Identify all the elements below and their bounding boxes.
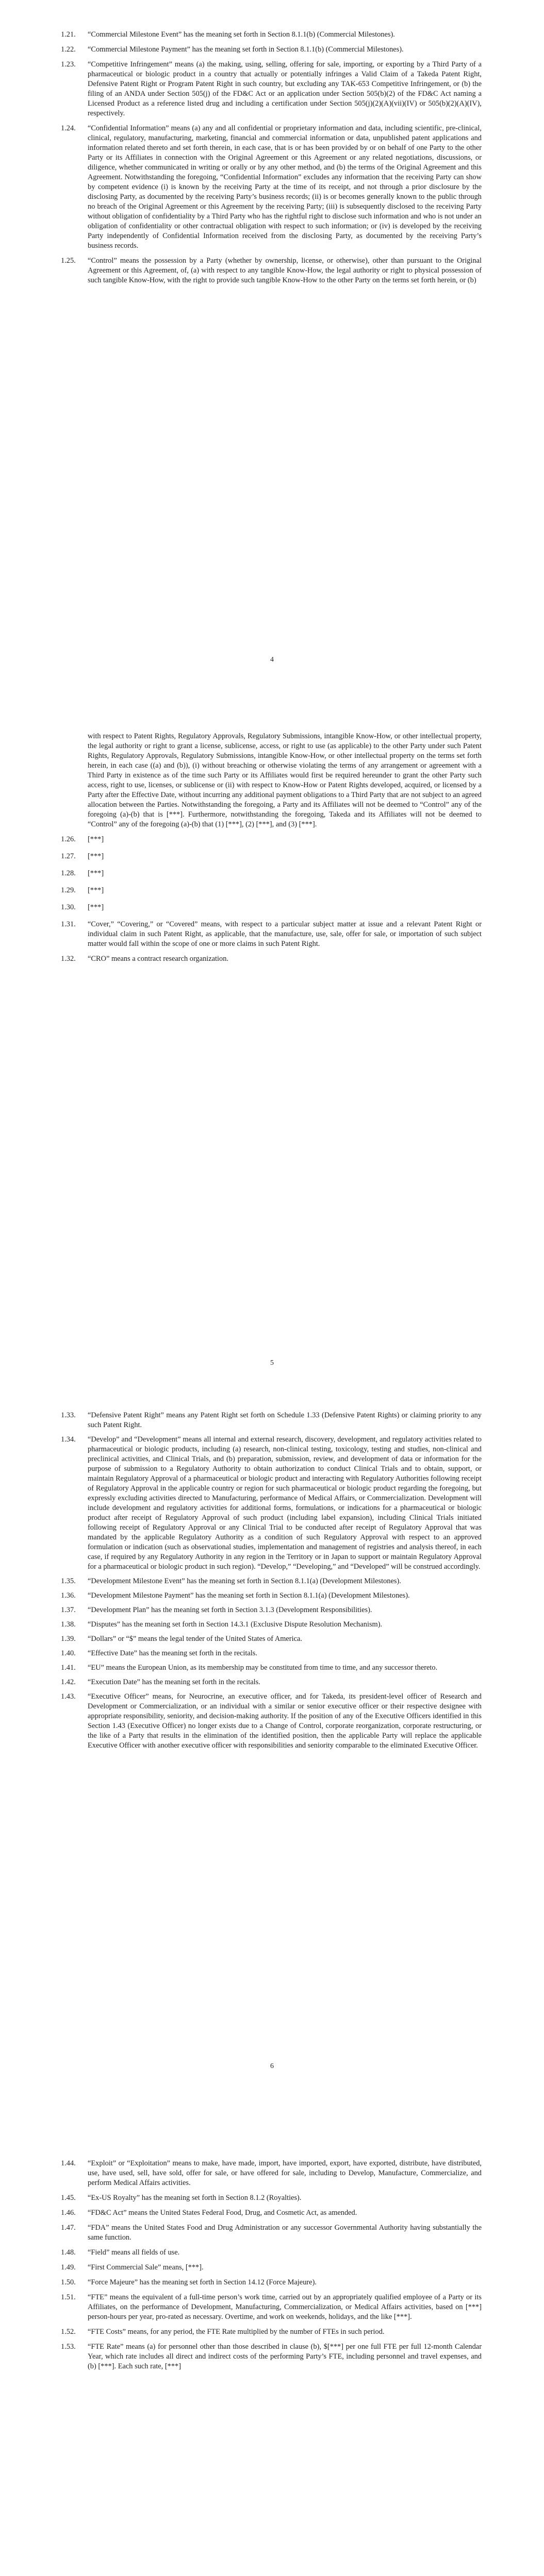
- section-number: 1.28.: [61, 869, 76, 877]
- definition-text: “Development Milestone Event” has the meaning set forth in Section 8.1.1(a) (Development Milestones).: [88, 1577, 401, 1585]
- definition-item: [61, 920, 482, 949]
- definition-text: [***]: [88, 903, 104, 911]
- definition-item: [61, 256, 482, 285]
- definition-text: “EU” means the European Union, as its membership may be constituted from time to time, and any successor thereto.: [88, 1664, 438, 1672]
- definition-text: “Commercial Milestone Payment” has the meaning set forth in Section 8.1.1(b) (Commercial Milestones).: [88, 45, 404, 54]
- definition-text: “Effective Date” has the meaning set forth in the recitals.: [88, 1649, 257, 1657]
- definition-text: [***]: [88, 886, 104, 894]
- definition-text: “FTE Rate” means (a) for personnel other than those described in clause (b), $[***] per one full FTE per full 12-month Calendar Year, which rate includes all direct and indirect costs of the performing Party’s FTE, including personnel and travel expenses, and (b) [***]. Each such rate, [***]: [88, 2343, 482, 2370]
- definition-item: [61, 2193, 482, 2203]
- section-number: 1.35.: [61, 1577, 76, 1585]
- section-number: 1.53.: [61, 2343, 76, 2351]
- section-number: 1.37.: [61, 1606, 76, 1614]
- section-number: 1.30.: [61, 903, 76, 911]
- section-number: 1.26.: [61, 835, 76, 843]
- definition-text: [***]: [88, 852, 104, 860]
- section-number: 1.52.: [61, 2328, 76, 2336]
- definition-item: [61, 2293, 482, 2322]
- definition-item: [61, 1577, 482, 1586]
- definition-item: [61, 1677, 482, 1687]
- section-number: 1.36.: [61, 1591, 76, 1600]
- definitions-list: [61, 2159, 482, 2371]
- definitions-list: [61, 30, 482, 285]
- definition-text: “FTE Costs” means, for any period, the FTE Rate multiplied by the number of FTEs in such period.: [88, 2328, 385, 2336]
- definition-text: “First Commercial Sale” means, [***].: [88, 2263, 204, 2272]
- definition-item: [61, 954, 482, 964]
- definition-item: [61, 852, 482, 861]
- definition-text: “FDA” means the United States Food and Drug Administration or any successor Governmental Authority having substantially the same function.: [88, 2224, 482, 2242]
- section-number: 1.31.: [61, 920, 76, 928]
- document-page-7: [0, 2110, 544, 2576]
- definition-text: “Commercial Milestone Event” has the meaning set forth in Section 8.1.1(b) (Commercial Milestones).: [88, 30, 395, 39]
- definitions-list: [61, 1411, 482, 1755]
- definition-text: “Develop” and “Development” means all internal and external research, discovery, development, and regulatory activities related to pharmaceutical or biologic products, including (a) research, non-clinical testing, toxicology, testing and studies, non-clinical and preclinical activities, and Clinical Trials, and (b) preparation, submission, review, and development of data or information for the purpose of submission to a Regulatory Authority to obtain authorization to conduct Clinical Trials and to obtain, support, or maintain Regulatory Approval of a pharmaceutical or biologic product and interacting with Regulatory Authorities following receipt of Regulatory Approval in the applicable country or region for such pharmaceutical or biologic product regarding the foregoing, but expressly excluding activities directed to Manufacturing, performance of Medical Affairs, or Commercialization. Development will include development and regulatory activities for additional forms, formulations, or indications for a pharmaceutical or biologic product after receipt of Regulatory Approval of such product (including label expansion), including Clinical Trials initiated following receipt of Regulatory Approval or any Clinical Trial to be conducted after receipt of Regulatory Approval that was mandated by the applicable Regulatory Authority as a condition of such Regulatory Approval with respect to an approved formulation or indication (such as observational studies, implementation and management of registries and analysis thereof, in each case, if required by any Regulatory Authority in any region in the Territory or in Japan to support or maintain Regulatory Approval for a pharmaceutical or biologic product in such region). “Develop,” “Developing,” and “Developed” will be construed accordingly.: [88, 1435, 482, 1571]
- definition-item: [61, 1649, 482, 1658]
- section-number: 1.27.: [61, 852, 76, 860]
- definition-item: [61, 903, 482, 912]
- page-number: 6: [270, 2062, 274, 2070]
- definition-item: [61, 2223, 482, 2243]
- document-page-4: [0, 0, 544, 703]
- definition-item: [61, 2342, 482, 2371]
- section-number: 1.44.: [61, 2159, 76, 2167]
- definition-text: “Competitive Infringement” means (a) the making, using, selling, offering for sale, importing, or exporting by a Third Party of a pharmaceutical or biologic product in a country that actually or potentially infringes a Valid Claim of a Takeda Patent Right, Defensive Patent Right or Program Patent Right in such country, but excluding any TAK-653 Competitive Infringement, or (b) the filing of an ANDA under Section 505(j) of the FD&C Act or an application under Section 505(b)(2) of the FD&C Act naming a Licensed Product as a reference listed drug and including a certification under Section 505(j)(2)(A)(vii)(IV) or 505(b)(2)(A)(IV), respectively.: [88, 60, 482, 117]
- definition-text: “Field” means all fields of use.: [88, 2248, 180, 2257]
- definition-item: [61, 45, 482, 55]
- definition-text: “Exploit” or “Exploitation” means to make, have made, import, have imported, export, have exported, distribute, have distributed, use, have used, sell, have sold, offer for sale, or have offered for sale, including to Develop, Manufacture, Commercialize, and perform Medical Affairs activities.: [88, 2159, 482, 2187]
- definition-text: “Development Milestone Payment” has the meaning set forth in Section 8.1.1(a) (Development Milestones).: [88, 1591, 410, 1600]
- section-number: 1.46.: [61, 2209, 76, 2217]
- definition-item: [61, 60, 482, 118]
- section-number: 1.40.: [61, 1649, 76, 1657]
- definition-item: [61, 2208, 482, 2218]
- section-number: 1.21.: [61, 30, 76, 39]
- section-number: 1.48.: [61, 2248, 76, 2257]
- section-number: 1.42.: [61, 1678, 76, 1686]
- section-number: 1.25.: [61, 257, 76, 265]
- definition-item: [61, 2263, 482, 2273]
- section-number: 1.50.: [61, 2278, 76, 2286]
- definition-text: “Dollars” or “$” means the legal tender of the United States of America.: [88, 1635, 302, 1643]
- definition-item: [61, 1605, 482, 1615]
- definition-item: [61, 2248, 482, 2258]
- definition-text: “FD&C Act” means the United States Federal Food, Drug, and Cosmetic Act, as amended.: [88, 2209, 357, 2217]
- page-number: 4: [270, 656, 274, 664]
- definition-text: [***]: [88, 869, 104, 877]
- section-number: 1.32.: [61, 955, 76, 963]
- section-number: 1.41.: [61, 1664, 76, 1672]
- section-number: 1.23.: [61, 60, 76, 69]
- definition-text: “Execution Date” has the meaning set forth in the recitals.: [88, 1678, 260, 1686]
- definition-item: [61, 124, 482, 251]
- page-number: 5: [270, 1359, 274, 1367]
- definition-text: [***]: [88, 835, 104, 843]
- section-number: 1.38.: [61, 1620, 76, 1629]
- definition-text: “Force Majeure” has the meaning set forth in Section 14.12 (Force Majeure).: [88, 2278, 317, 2286]
- section-number: 1.33.: [61, 1411, 76, 1419]
- definition-item: [61, 2327, 482, 2337]
- definition-text: “Executive Officer” means, for Neurocrine, an executive officer, and for Takeda, its president-level officer of Research and Development or Commercialization, or an individual with a similar or senior executive officer or their respective designee with appropriate responsibility, seniority, and decision-making authority. If the position of any of the Executive Officers identified in this Section 1.43 (Executive Officer) no longer exists due to a Change of Control, corporate reorganization, corporate restructuring, or the like of a Party that results in the elimination of the identified position, then the applicable Party will replace the applicable Executive Officer with another executive officer with responsibilities and seniority comparable to the eliminated Executive Officer.: [88, 1692, 482, 1750]
- definition-text: “Development Plan” has the meaning set forth in Section 3.1.3 (Development Responsibilities).: [88, 1606, 372, 1614]
- definition-text: “Defensive Patent Right” means any Patent Right set forth on Schedule 1.33 (Defensive Patent Rights) or claiming priority to any such Patent Right.: [88, 1411, 482, 1429]
- definition-item: [61, 886, 482, 895]
- section-number: 1.34.: [61, 1435, 76, 1444]
- definition-item: [61, 869, 482, 878]
- section-number: 1.49.: [61, 2263, 76, 2272]
- section-number: 1.22.: [61, 45, 76, 54]
- definition-item: [61, 1435, 482, 1572]
- definition-item: [61, 2278, 482, 2287]
- section-number: 1.29.: [61, 886, 76, 894]
- continuation-paragraph: with respect to Patent Rights, Regulatory Approvals, Regulatory Submissions, intangible Know-How, or other intellectual property, the legal authority or right to grant a license, sublicense, access, or right to use (as applicable) to the other Party under such Patent Rights, Regulatory Approvals, Regulatory Submissions, intangible Know-How, or other intellectual property on the terms set forth herein, in each case ((a) and (b)), (i) without breaching or otherwise violating the terms of any arrangement or agreement with a Third Party in existence as of the time such Party or its Affiliates would first be required hereunder to grant the other Party such access, right to use, licenses, or sublicense or (ii) with respect to Know-How or Patent Rights developed, acquired, or licensed by a Party after the Effective Date, without incurring any additional payment obligations to a Third Party that are not subject to an agreed allocation between the Parties. Notwithstanding the foregoing, a Party and its Affiliates will not be deemed to “Control” any of the foregoing (a)-(b) that is [***]. Furthermore, notwithstanding the foregoing, Takeda and its Affiliates will not be deemed to “Control” any of the foregoing (a)-(b) that (1) [***], (2) [***], and (3) [***].: [88, 732, 482, 828]
- section-number: 1.39.: [61, 1635, 76, 1643]
- section-number: 1.24.: [61, 124, 76, 132]
- definition-text: “CRO” means a contract research organization.: [88, 955, 229, 963]
- definitions-list: [61, 732, 482, 964]
- section-number: 1.45.: [61, 2194, 76, 2202]
- definition-item: [61, 835, 482, 844]
- definition-text: “Confidential Information” means (a) any and all confidential or proprietary information and data, including scientific, pre-clinical, clinical, regulatory, manufacturing, marketing, financial and commercial information or data, unpublished patent applications and information related thereto and set forth therein, in each case, that is or has been provided by or on behalf of one Party to the other Party or its Affiliates in connection with the Original Agreement or this Agreement or any related negotiations, discussions, or diligence, whether communicated in writing or orally or by any other method, and (b) the terms of the Original Agreement and this Agreement. Notwithstanding the foregoing, “Confidential Information” excludes any information that the receiving Party can show by competent evidence (i) is known by the receiving Party at the time of its receipt, and not through a prior disclosure by the disclosing Party, as documented by the receiving Party’s business records; (ii) is or becomes generally known to the public through no breach of the Original Agreement or this Agreement by the receiving Party; (iii) is subsequently disclosed to the receiving Party without obligation of confidentiality by a Third Party who has the rightful right to disclose such information and who is not under an obligation of confidentiality or other contractual obligation with respect to such information; or (iv) is developed by the receiving Party independently of Confidential Information received from the disclosing Party, as documented by the receiving Party’s business records.: [88, 124, 482, 250]
- document-page-6: [0, 1406, 544, 2110]
- definition-item: [61, 2159, 482, 2188]
- section-number: 1.51.: [61, 2293, 76, 2301]
- section-number: 1.43.: [61, 1692, 76, 1701]
- definition-item: [61, 1663, 482, 1673]
- definition-item: [61, 1620, 482, 1630]
- definition-item: [61, 1591, 482, 1601]
- definition-item: [61, 30, 482, 40]
- definition-item: [61, 1692, 482, 1751]
- definition-text: “Disputes” has the meaning set forth in Section 14.3.1 (Exclusive Dispute Resolution Mechanism).: [88, 1620, 383, 1629]
- definition-text: “FTE” means the equivalent of a full-time person’s work time, carried out by an appropriately qualified employee of a Party or its Affiliates, on the performance of Development, Manufacturing, Commercialization, or Medical Affairs activities, based on [***] person-hours per year, pro-rated as necessary. Overtime, and work on weekends, holidays, and the like [***].: [88, 2293, 482, 2321]
- definition-item: [61, 1411, 482, 1430]
- section-number: 1.47.: [61, 2224, 76, 2232]
- definition-item: [61, 1634, 482, 1644]
- definition-text: “Cover,” “Covering,” or “Covered” means, with respect to a particular subject matter at issue and a relevant Patent Right or individual claim in such Patent Right, as applicable, that the manufacture, use, sale, offer for sale, or importation of such subject matter would fall within the scope of one or more claims in such Patent Right.: [88, 920, 482, 948]
- definition-text: “Control” means the possession by a Party (whether by ownership, license, or otherwise), other than pursuant to the Original Agreement or this Agreement, of, (a) with respect to any tangible Know-How, the legal authority or right to physical possession of such tangible Know-How, with the right to provide such tangible Know-How to the other Party on the terms set forth herein, or (b): [88, 257, 482, 284]
- definition-text: “Ex-US Royalty” has the meaning set forth in Section 8.1.2 (Royalties).: [88, 2194, 302, 2202]
- document-page-5: [0, 703, 544, 1406]
